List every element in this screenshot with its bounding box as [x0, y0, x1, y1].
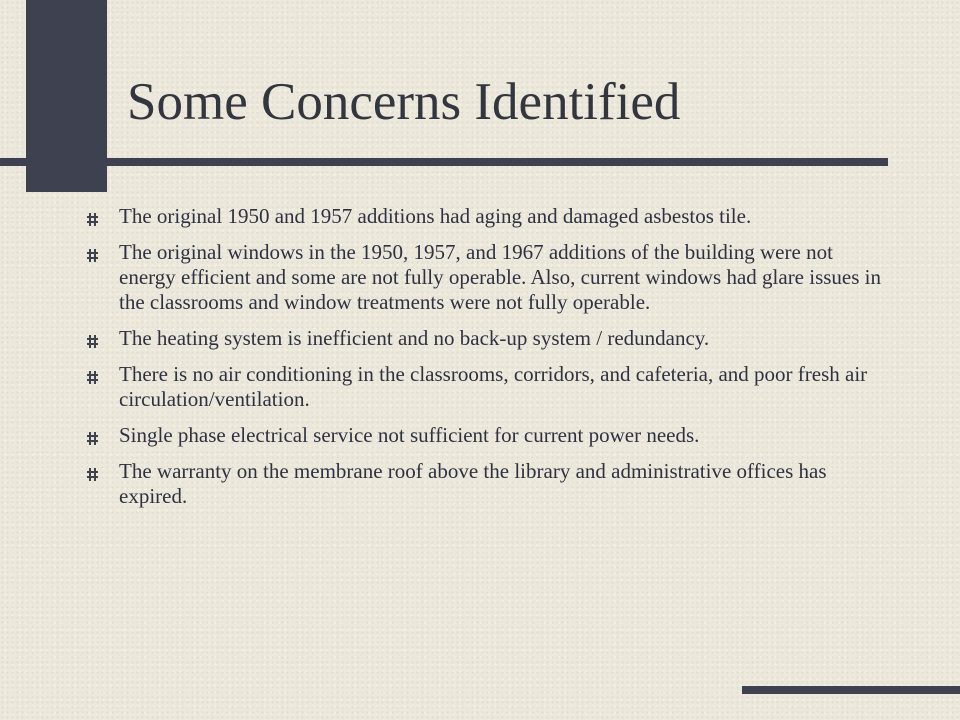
hash-bullet-icon: [87, 213, 98, 226]
hash-bullet-icon: [87, 432, 98, 445]
bullet-text: The original 1950 and 1957 additions had aging and damaged asbestos tile.: [119, 204, 752, 228]
hash-bullet-icon: [87, 468, 98, 481]
bullet-item: [84, 459, 884, 509]
bullet-text: The heating system is inefficient and no back-up system / redundancy.: [119, 326, 710, 350]
hash-bullet-icon: [87, 335, 98, 348]
bullet-list: [84, 204, 884, 520]
hash-bullet-icon: [87, 371, 98, 384]
title-underline-bar: [0, 158, 888, 166]
bullet-item: [84, 204, 884, 229]
hash-bullet-icon: [87, 249, 98, 262]
slide-title: Some Concerns Identified: [127, 73, 681, 131]
bullet-item: [84, 326, 884, 351]
bullet-text: The original windows in the 1950, 1957, and 1967 additions of the building were not energy efficient and some are not fully operable. Also, current windows had glare issues in the classrooms and window treatments were not fully operable.: [119, 240, 882, 314]
bullet-text: The warranty on the membrane roof above the library and administrative offices has expired.: [119, 459, 827, 508]
decorative-bottom-bar: [742, 686, 960, 694]
bullet-item: [84, 423, 884, 448]
bullet-item: [84, 240, 884, 315]
bullet-text: Single phase electrical service not sufficient for current power needs.: [119, 423, 700, 447]
bullet-text: There is no air conditioning in the classrooms, corridors, and cafeteria, and poor fresh air circulation/ventilation.: [119, 362, 868, 411]
bullet-item: [84, 362, 884, 412]
